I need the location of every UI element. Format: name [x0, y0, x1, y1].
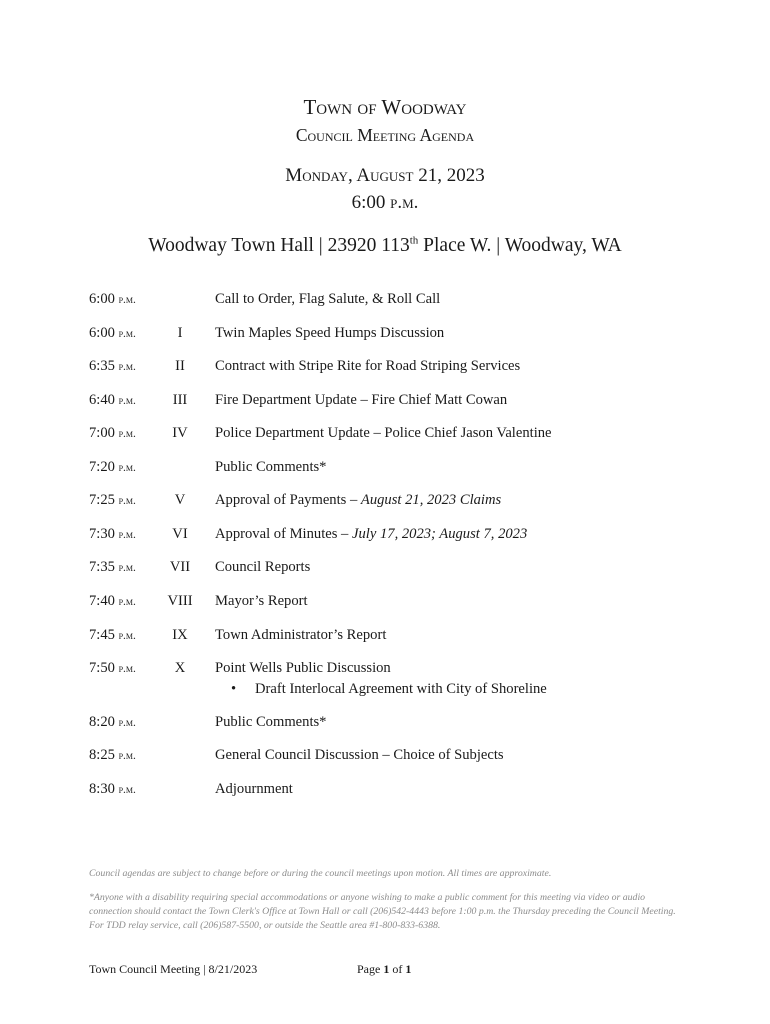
agenda-item-number: VII [169, 559, 191, 575]
agenda-item-title: Mayor’s Report [215, 593, 308, 609]
agenda-time: 7:35 p.m. [89, 559, 136, 575]
agenda-item-title: Call to Order, Flag Salute, & Roll Call [215, 291, 441, 307]
agenda-item-title: Point Wells Public Discussion [215, 660, 391, 676]
footer-meeting-label: Town Council Meeting | 8/21/2023 [89, 962, 258, 976]
agenda-time: 7:40 p.m. [89, 593, 136, 609]
agenda-item-number: IX [172, 627, 188, 643]
agenda-time: 7:20 p.m. [89, 459, 136, 475]
agenda-time: 7:30 p.m. [89, 526, 136, 542]
agenda-item-number: I [177, 325, 183, 341]
agenda-item-title: Adjournment [215, 781, 293, 797]
agenda-item-number: II [175, 358, 185, 374]
agenda-time: 8:30 p.m. [89, 781, 136, 797]
agenda-sub-item: • Draft Interlocal Agreement with City of Shoreline [231, 681, 547, 697]
agenda-time: 8:25 p.m. [89, 747, 136, 763]
agenda-item-number: VI [172, 526, 188, 542]
agenda-time: 7:45 p.m. [89, 627, 136, 643]
agenda-item-title: Contract with Stripe Rite for Road Striping Services [215, 358, 521, 374]
agenda-time: 7:50 p.m. [89, 660, 136, 676]
accessibility-note: *Anyone with a disability requiring special accommodations or anyone wishing to make a public comment for this meeting via video or audio connection should contact the Town Clerk's Office at Town Hall or call (206)542-4443 before 1:00 p.m. the Thursday preceding the Council Meeting. For TDD relay service, call (206)587-5500, or outside the Seattle area #1-800-833-6388. [89, 892, 676, 931]
agenda-time: 8:20 p.m. [89, 714, 136, 730]
agenda-item-title: Public Comments* [215, 714, 327, 730]
document-subtitle: Council Meeting Agenda [295, 125, 475, 145]
agenda-time: 6:00 p.m. [89, 291, 136, 307]
agenda-item-number: V [174, 492, 186, 508]
meeting-address: Woodway Town Hall | 23920 113th Place W. | Woodway, WA [148, 234, 622, 256]
agenda-item-title: General Council Discussion – Choice of Subjects [215, 747, 504, 763]
bullet-icon: • [231, 681, 237, 697]
agenda-time: 6:40 p.m. [89, 392, 136, 408]
agenda-item-number: X [174, 660, 186, 676]
document-title: Town of Woodway [303, 95, 467, 119]
agenda-item-number: III [172, 392, 188, 408]
agenda-item-number: IV [172, 425, 188, 441]
agenda-item-number: VIII [167, 593, 193, 609]
agenda-item-title: Twin Maples Speed Humps Discussion [215, 325, 445, 341]
disclaimer-note: Council agendas are subject to change before or during the council meetings upon motion. All times are approximate. [89, 868, 552, 879]
meeting-date: Monday, August 21, 2023 [285, 165, 485, 186]
agenda-item-title: Police Department Update – Police Chief Jason Valentine [215, 425, 552, 441]
agenda-time: 6:35 p.m. [89, 358, 136, 374]
agenda-item-title: Town Administrator’s Report [215, 627, 387, 643]
agenda-item-title: Approval of Minutes – July 17, 2023; August 7, 2023 [215, 526, 528, 542]
agenda-item-title: Council Reports [215, 559, 311, 575]
agenda-item-title: Fire Department Update – Fire Chief Matt Cowan [215, 392, 508, 408]
agenda-time: 7:25 p.m. [89, 492, 136, 508]
agenda-time: 6:00 p.m. [89, 325, 136, 341]
agenda-item-title: Approval of Payments – August 21, 2023 Claims [215, 492, 502, 508]
meeting-time: 6:00 p.m. [351, 192, 419, 213]
agenda-item-title: Public Comments* [215, 459, 327, 475]
agenda-time: 7:00 p.m. [89, 425, 136, 441]
footer-page-number: Page 1 of 1 [357, 962, 412, 976]
